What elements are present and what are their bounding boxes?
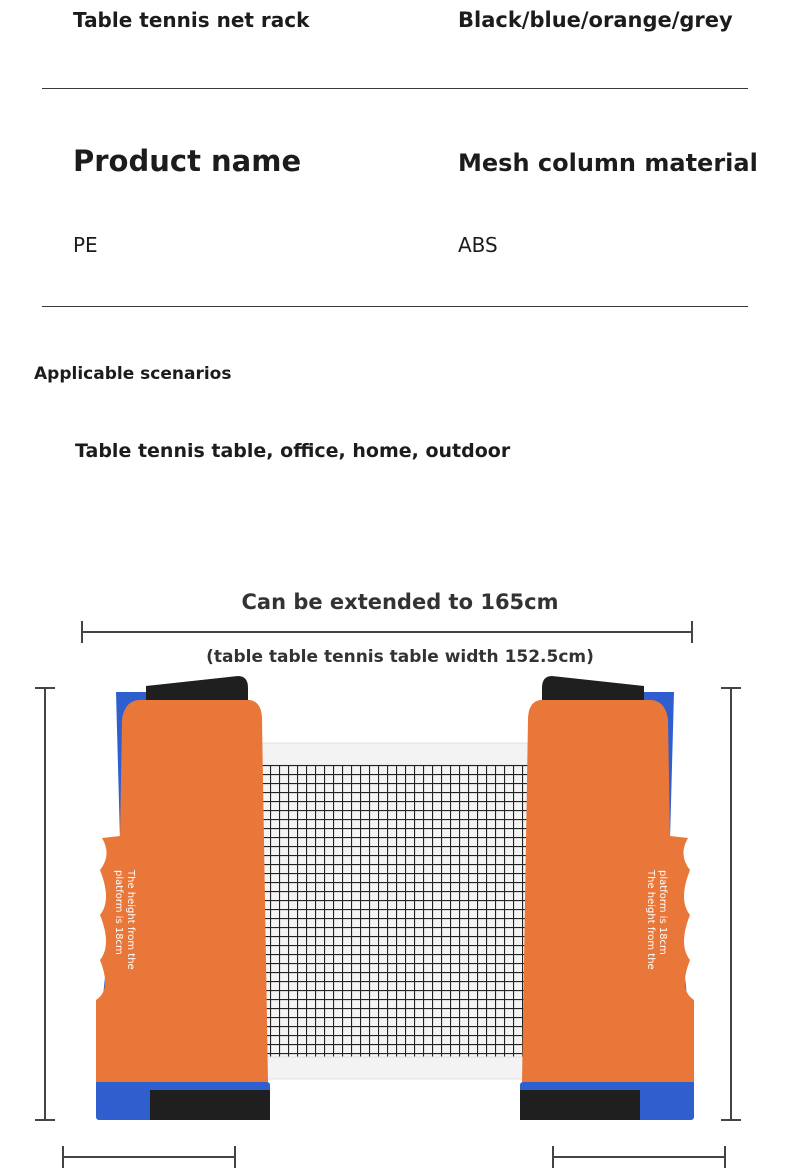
divider-1: [42, 88, 748, 89]
right-post-text: The height from the platform is 18cm: [645, 870, 668, 970]
left-post-text: The height from the platform is 18cm: [113, 870, 136, 970]
width-dimension-line: [82, 621, 692, 643]
net: [262, 743, 528, 1079]
spec-name-value: Table tennis net rack: [73, 8, 310, 32]
right-height-line: [721, 688, 741, 1120]
left-height-line: [35, 688, 55, 1120]
extension-title: Can be extended to 165cm: [241, 590, 559, 614]
extension-subtitle: (table table tennis table width 152.5cm): [206, 647, 594, 667]
right-post: [520, 676, 694, 1120]
product-name-label: Product name: [73, 144, 302, 178]
mesh-material-label: Mesh column material: [458, 149, 758, 177]
scenarios-value: Table tennis table, office, home, outdoor: [75, 440, 511, 462]
product-material-value: PE: [73, 233, 98, 257]
bottom-right-dimension: [553, 1146, 725, 1168]
spec-color-value: Black/blue/orange/grey: [458, 8, 733, 32]
divider-2: [42, 306, 748, 307]
scenarios-label: Applicable scenarios: [34, 364, 232, 384]
left-post: [96, 676, 270, 1120]
product-illustration: [0, 610, 800, 1172]
mesh-material-value: ABS: [458, 233, 498, 257]
bottom-left-dimension: [63, 1146, 235, 1168]
